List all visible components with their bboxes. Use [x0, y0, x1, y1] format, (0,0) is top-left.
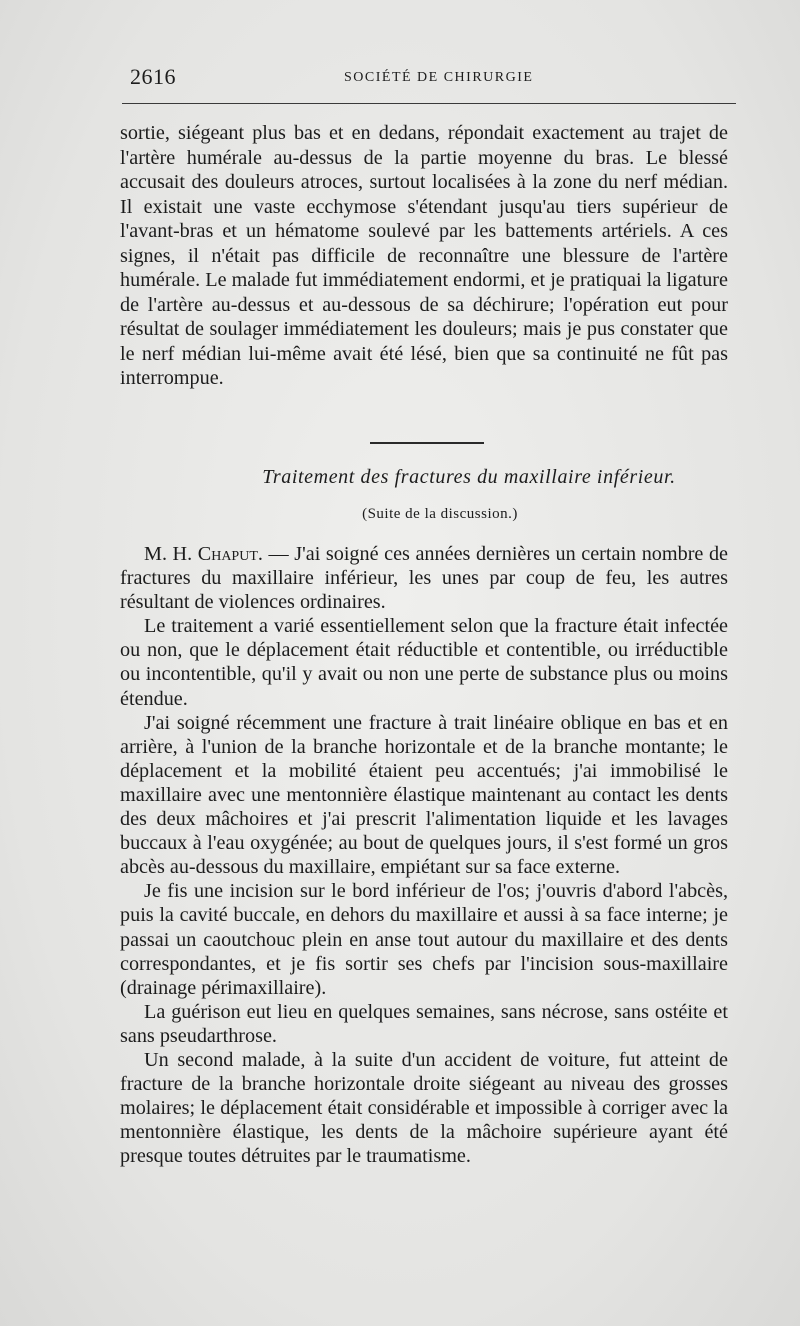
speaker-paragraph-text: . — J'ai soigné ces années dernières un certain nombre de fractures du maxillaire inférieur, les unes par coup de feu, les autres résultant de violences ordinaires.: [120, 543, 728, 614]
page-number: 2616: [130, 64, 176, 89]
header-rule: [122, 103, 736, 104]
paragraph-incision: Je fis une incision sur le bord inférieur de l'os; j'ouvris d'abord l'abcès, puis la cavité buccale, en dehors du maxillaire et aussi à sa face interne; je passai un caoutchouc plein en anse tout autour du maxillaire et des dents correspondantes, et je fis sortir ses chefs par l'incision sous-maxillaire (drainage périmaxillaire).: [120, 880, 728, 999]
paragraph-speaker: [120, 542, 728, 614]
speaker-name: Chaput: [197, 543, 258, 565]
paragraph-treatment: Le traitement a varié essentiellement selon que la fracture était infectée ou non, que le déplacement était réductible et contentible, ou irréductible ou incontentible, qu'il y avait ou non une perte de substance plus ou moins étendue.: [120, 615, 728, 710]
paragraph-case-two: Un second malade, à la suite d'un accident de voiture, fut atteint de fracture de la branche horizontale droite siégeant au niveau des grosses molaires; le déplacement était considérable et impossible à corriger avec la mentonnière élastique, les dents de la mâchoire supérieure ayant été presque toutes détruites par le traumatisme.: [120, 1048, 728, 1168]
page-header: [122, 64, 736, 94]
speaker-prefix: M. H.: [144, 543, 198, 565]
discussion-text: [120, 542, 728, 1168]
section-divider: [370, 442, 484, 444]
section-subtitle: (Suite de la discussion.): [362, 506, 518, 522]
section-title: Traitement des fractures du maxillaire inférieur.: [262, 466, 676, 488]
continuation-paragraph: sortie, siégeant plus bas et en dedans, répondait exactement au trajet de l'artère humérale au-dessus de la partie moyenne du bras. Le blessé accusait des douleurs atroces, surtout localisées à la zone du nerf médian. Il existait une vaste ecchymose s'étendant jusqu'au tiers supérieur de l'avant-bras et un hématome soulevé par les battements artériels. A ces signes, il n'était pas difficile de reconnaître une blessure de l'artère humérale. Le malade fut immédiatement endormi, et je pratiquai la ligature de l'artère au-dessus et au-dessous de sa déchirure; l'opération eut pour résultat de soulager immédiatement les douleurs; mais je pus constater que le nerf médian lui-même avait été lésé, bien que sa continuité ne fût pas interrompue.: [120, 122, 728, 390]
paragraph-case-one: J'ai soigné récemment une fracture à trait linéaire oblique en bas et en arrière, à l'union de la branche horizontale et de la branche montante; le déplacement et la mobilité étaient peu accentués; j'ai immobilisé le maxillaire avec une mentonnière élastique maintenant au contact les dents des deux mâchoires et j'ai prescrit l'alimentation liquide et les lavages buccaux à l'eau oxygénée; au bout de quelques jours, il s'est formé un gros abcès au-dessous du maxillaire, empiétant sur sa face externe.: [120, 711, 728, 879]
continuation-text: [120, 121, 728, 391]
running-title: SOCIÉTÉ DE CHIRURGIE: [344, 70, 534, 85]
paragraph-healing: La guérison eut lieu en quelques semaines, sans nécrose, sans ostéite et sans pseudarthrose.: [120, 1000, 728, 1047]
